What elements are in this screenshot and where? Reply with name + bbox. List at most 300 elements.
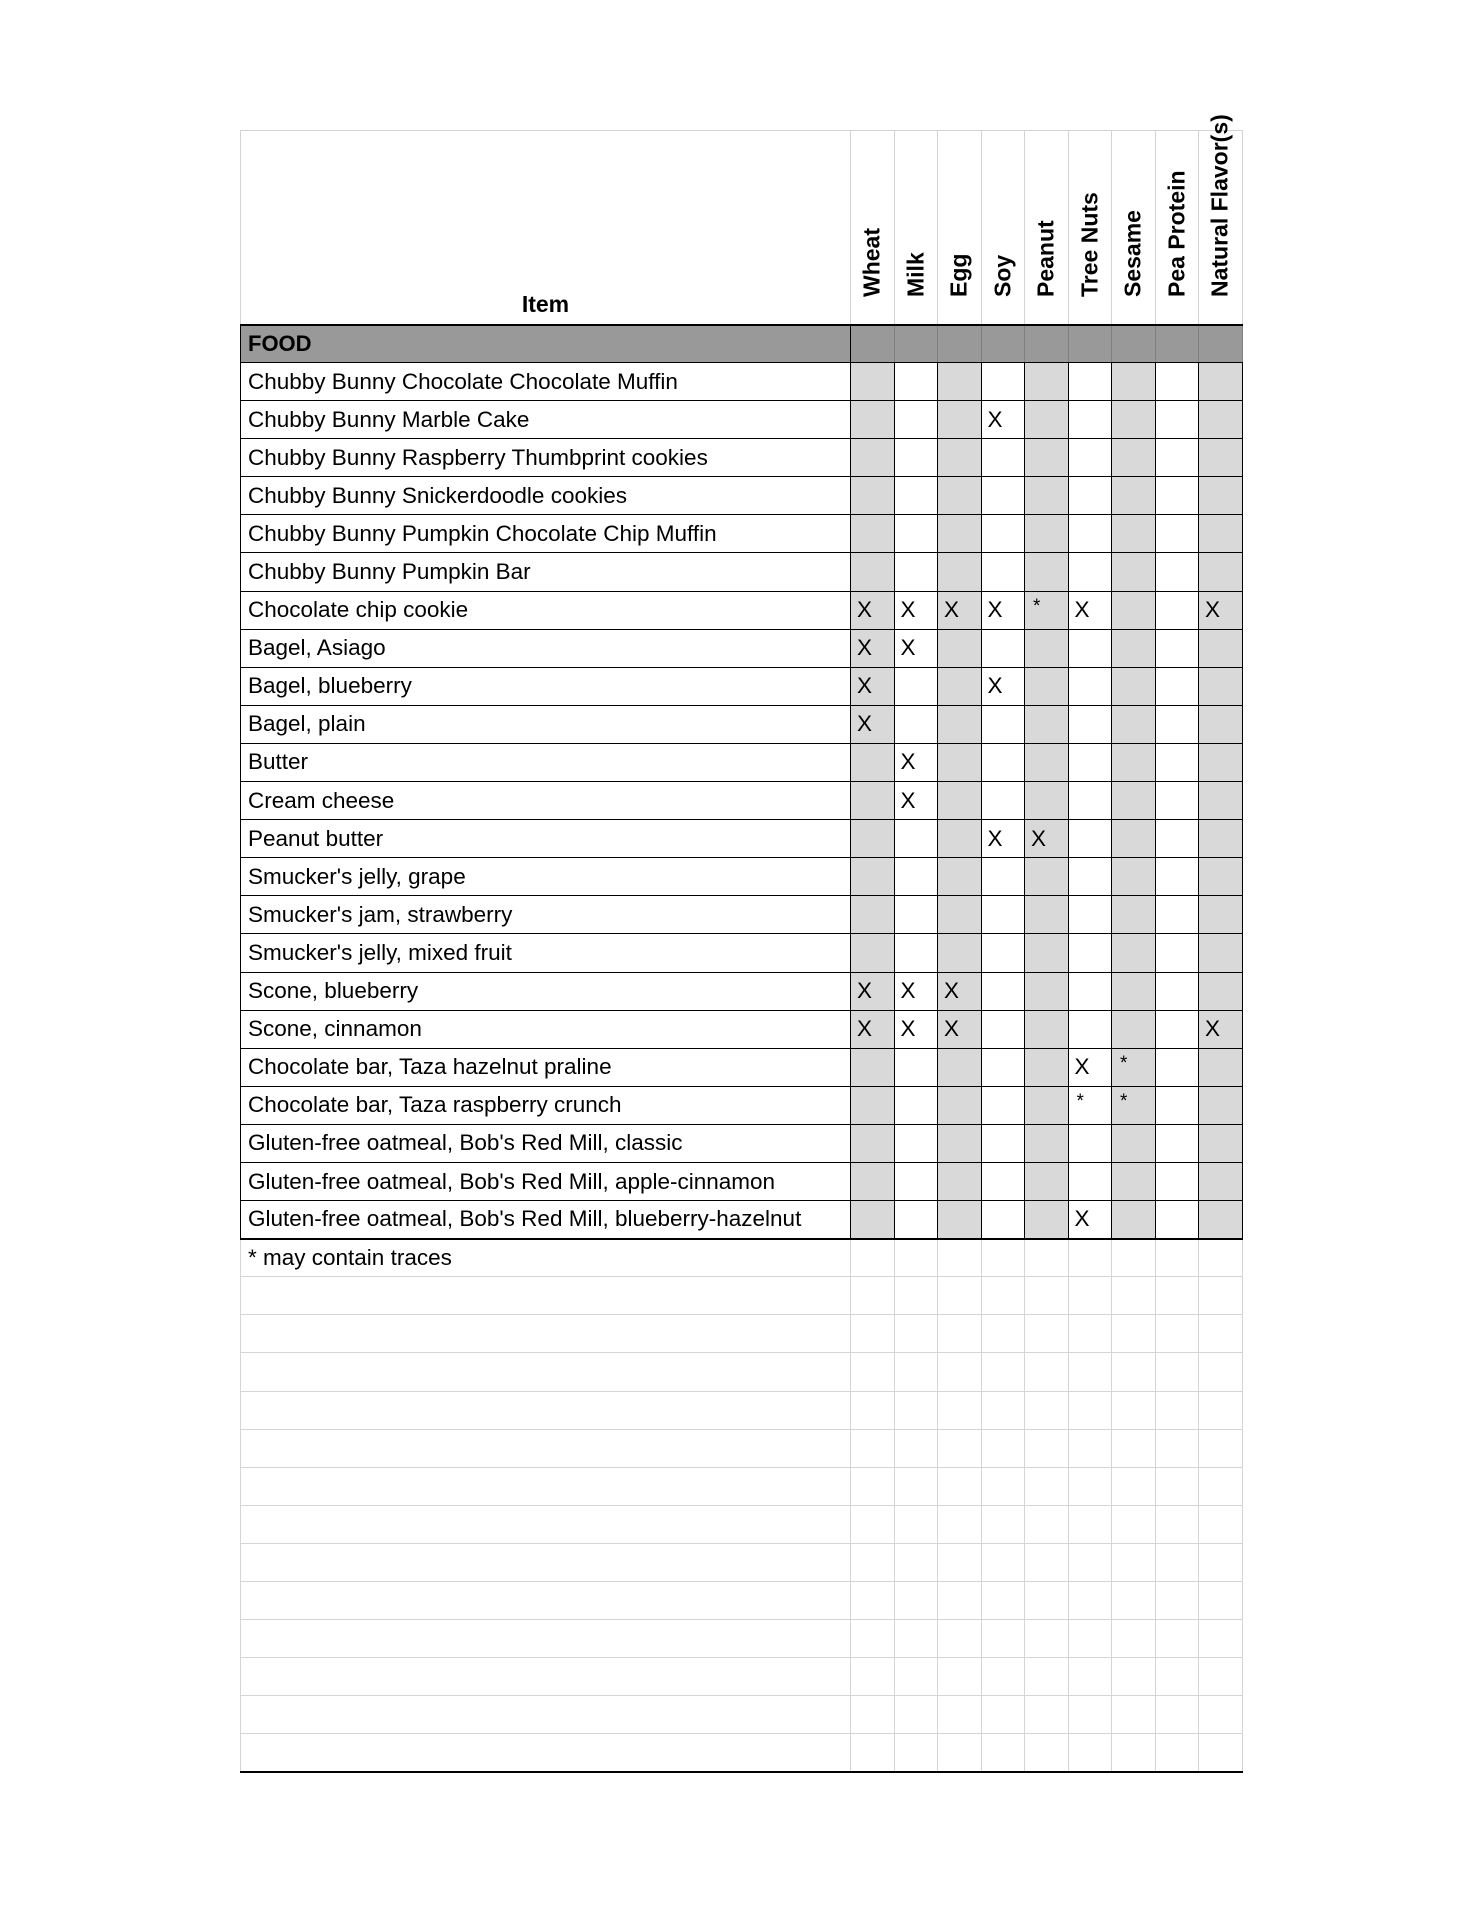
allergen-cell: [1112, 1086, 1156, 1124]
allergen-cell: [938, 591, 982, 629]
allergen-cell: [981, 553, 1025, 591]
table-row: [241, 934, 1243, 972]
allergen-cell: [981, 439, 1025, 477]
contains-mark: X: [987, 597, 1003, 623]
table-row: [241, 743, 1243, 781]
allergen-cell: [1199, 1201, 1243, 1239]
allergen-cell: [938, 515, 982, 553]
allergen-cell: [1155, 363, 1199, 401]
allergen-cell: [851, 1162, 895, 1200]
allergen-cell: [1068, 934, 1112, 972]
allergen-cell: [894, 896, 938, 934]
allergen-cell: [1068, 1201, 1112, 1239]
allergen-cell: [981, 1010, 1025, 1048]
allergen-cell: [981, 1162, 1025, 1200]
table-row: [241, 705, 1243, 743]
allergen-cell: [1068, 1048, 1112, 1086]
allergen-cell: [894, 1048, 938, 1086]
allergen-cell: [1112, 1201, 1156, 1239]
allergen-cell: [1155, 591, 1199, 629]
item-name: Chubby Bunny Snickerdoodle cookies: [241, 477, 851, 515]
allergen-cell: [981, 515, 1025, 553]
allergen-cell: [851, 1048, 895, 1086]
allergen-cell: [1155, 896, 1199, 934]
contains-mark: X: [1205, 1016, 1221, 1042]
allergen-cell: [1068, 515, 1112, 553]
allergen-cell: [1199, 1086, 1243, 1124]
allergen-cell: [894, 515, 938, 553]
item-name: Cream cheese: [241, 782, 851, 820]
allergen-cell: [1068, 705, 1112, 743]
allergen-cell: [1112, 934, 1156, 972]
allergen-cell: [851, 667, 895, 705]
item-name: Scone, blueberry: [241, 972, 851, 1010]
contains-mark: X: [944, 597, 960, 623]
allergen-header-milk: [894, 131, 938, 325]
allergen-cell: [1025, 743, 1069, 781]
section-row: [241, 325, 1243, 363]
allergen-cell: [894, 1124, 938, 1162]
allergen-cell: [894, 667, 938, 705]
allergen-cell: [851, 477, 895, 515]
allergen-cell: [1068, 363, 1112, 401]
contains-mark: X: [987, 825, 1003, 851]
allergen-cell: [1068, 896, 1112, 934]
allergen-cell: [851, 1124, 895, 1162]
allergen-cell: [1199, 363, 1243, 401]
footnote: * may contain traces: [241, 1239, 851, 1277]
allergen-cell: [851, 629, 895, 667]
allergen-cell: [1025, 896, 1069, 934]
allergen-cell: [981, 896, 1025, 934]
allergen-cell: [1025, 1010, 1069, 1048]
allergen-cell: [1155, 477, 1199, 515]
contains-mark: X: [1074, 597, 1090, 623]
item-name: Smucker's jam, strawberry: [241, 896, 851, 934]
allergen-cell: [1025, 1124, 1069, 1162]
allergen-cell: [851, 705, 895, 743]
empty-row: [241, 1658, 1243, 1696]
allergen-cell: [1199, 743, 1243, 781]
allergen-cell: [938, 705, 982, 743]
table-row: [241, 591, 1243, 629]
allergen-header-soy: [981, 131, 1025, 325]
table-row: [241, 972, 1243, 1010]
allergen-cell: [1068, 858, 1112, 896]
header-row: [241, 131, 1243, 325]
contains-mark: X: [900, 749, 916, 775]
item-name: Chubby Bunny Pumpkin Bar: [241, 553, 851, 591]
allergen-cell: [1199, 401, 1243, 439]
table-row: [241, 477, 1243, 515]
allergen-cell: [1155, 1048, 1199, 1086]
allergen-cell: [938, 972, 982, 1010]
allergen-cell: [1068, 782, 1112, 820]
footnote-row: [241, 1239, 1243, 1277]
allergen-cell: [1112, 858, 1156, 896]
contains-mark: X: [857, 673, 873, 699]
allergen-cell: [1025, 1201, 1069, 1239]
contains-mark: X: [857, 1016, 873, 1042]
allergen-cell: [1155, 705, 1199, 743]
allergen-header-tree-nuts: [1068, 131, 1112, 325]
allergen-header-label: Tree Nuts: [1076, 191, 1103, 297]
allergen-cell: [1155, 439, 1199, 477]
item-name: Scone, cinnamon: [241, 1010, 851, 1048]
allergen-cell: [1068, 553, 1112, 591]
table-row: [241, 1201, 1243, 1239]
item-name: Chubby Bunny Pumpkin Chocolate Chip Muffin: [241, 515, 851, 553]
empty-row: [241, 1353, 1243, 1391]
allergen-cell: [981, 705, 1025, 743]
empty-row: [241, 1505, 1243, 1543]
allergen-cell: [851, 782, 895, 820]
allergen-cell: [851, 896, 895, 934]
allergen-cell: [1112, 1124, 1156, 1162]
allergen-cell: [981, 667, 1025, 705]
allergen-cell: [894, 401, 938, 439]
allergen-cell: [1199, 667, 1243, 705]
empty-row: [241, 1543, 1243, 1581]
section-label: FOOD: [241, 325, 851, 363]
allergen-cell: [1068, 439, 1112, 477]
table-row: [241, 1010, 1243, 1048]
allergen-cell: [1112, 782, 1156, 820]
allergen-cell: [1155, 1201, 1199, 1239]
item-name: Smucker's jelly, mixed fruit: [241, 934, 851, 972]
allergen-header-egg: [938, 131, 982, 325]
allergen-header-wheat: [851, 131, 895, 325]
allergen-cell: [981, 820, 1025, 858]
allergen-cell: [1025, 1086, 1069, 1124]
allergen-cell: [938, 934, 982, 972]
allergen-cell: [1112, 705, 1156, 743]
allergen-cell: [981, 363, 1025, 401]
allergen-cell: [1112, 1162, 1156, 1200]
allergen-cell: [938, 743, 982, 781]
allergen-cell: [1068, 820, 1112, 858]
allergen-cell: [1112, 1010, 1156, 1048]
allergen-header-natural-flavors: [1199, 113, 1243, 325]
allergen-cell: [1155, 782, 1199, 820]
allergen-cell: [981, 1201, 1025, 1239]
allergen-header-peanut: [1025, 131, 1069, 325]
allergen-cell: [1199, 591, 1243, 629]
allergen-cell: [894, 972, 938, 1010]
allergen-cell: [894, 1086, 938, 1124]
allergen-cell: [1025, 363, 1069, 401]
item-name: Gluten-free oatmeal, Bob's Red Mill, classic: [241, 1124, 851, 1162]
allergen-cell: [1112, 820, 1156, 858]
table-row: [241, 401, 1243, 439]
allergen-cell: [1025, 705, 1069, 743]
allergen-cell: [938, 401, 982, 439]
contains-mark: X: [900, 597, 916, 623]
contains-mark: X: [1031, 825, 1047, 851]
allergen-header-label: Egg: [945, 253, 972, 297]
allergen-header-label: Peanut: [1032, 219, 1059, 297]
allergen-cell: [938, 782, 982, 820]
allergen-cell: [981, 934, 1025, 972]
allergen-cell: [1112, 743, 1156, 781]
allergen-cell: [851, 439, 895, 477]
empty-row: [241, 1582, 1243, 1620]
allergen-cell: [981, 401, 1025, 439]
allergen-cell: [1025, 439, 1069, 477]
allergen-cell: [1199, 515, 1243, 553]
table-row: [241, 1086, 1243, 1124]
allergen-cell: [1112, 515, 1156, 553]
allergen-cell: [1068, 477, 1112, 515]
allergen-cell: [981, 782, 1025, 820]
allergen-cell: [1155, 1162, 1199, 1200]
contains-mark: X: [987, 406, 1003, 432]
allergen-cell: [1199, 782, 1243, 820]
trace-mark: *: [1120, 1091, 1128, 1113]
allergen-cell: [1155, 858, 1199, 896]
empty-row: [241, 1734, 1243, 1772]
allergen-cell: [1112, 477, 1156, 515]
table-row: [241, 782, 1243, 820]
allergen-cell: [851, 972, 895, 1010]
allergen-header-label: Soy: [989, 254, 1016, 297]
trace-mark: *: [1076, 1091, 1084, 1113]
allergen-header-sesame: [1112, 131, 1156, 325]
empty-row: [241, 1277, 1243, 1315]
allergen-cell: [851, 858, 895, 896]
allergen-cell: [894, 858, 938, 896]
allergen-cell: [1112, 401, 1156, 439]
allergen-cell: [938, 858, 982, 896]
allergen-cell: [1112, 439, 1156, 477]
allergen-cell: [981, 743, 1025, 781]
item-column-header: Item: [241, 131, 851, 325]
allergen-cell: [1025, 515, 1069, 553]
allergen-cell: [1155, 934, 1199, 972]
allergen-cell: [938, 629, 982, 667]
allergen-cell: [1199, 972, 1243, 1010]
table-row: [241, 858, 1243, 896]
item-name: Chocolate chip cookie: [241, 591, 851, 629]
allergen-cell: [1199, 1162, 1243, 1200]
table-row: [241, 553, 1243, 591]
item-name: Chocolate bar, Taza raspberry crunch: [241, 1086, 851, 1124]
allergen-cell: [1199, 705, 1243, 743]
allergen-cell: [1025, 401, 1069, 439]
allergen-cell: [1155, 401, 1199, 439]
allergen-cell: [894, 629, 938, 667]
contains-mark: X: [900, 635, 916, 661]
allergen-cell: [1068, 1124, 1112, 1162]
allergen-cell: [1199, 820, 1243, 858]
item-name: Butter: [241, 743, 851, 781]
table-row: [241, 515, 1243, 553]
empty-row: [241, 1429, 1243, 1467]
allergen-cell: [1025, 782, 1069, 820]
item-name: Chubby Bunny Raspberry Thumbprint cookies: [241, 439, 851, 477]
allergen-cell: [1068, 591, 1112, 629]
allergen-cell: [851, 820, 895, 858]
contains-mark: X: [1205, 597, 1221, 623]
table-row: [241, 1124, 1243, 1162]
allergen-cell: [938, 667, 982, 705]
allergen-cell: [1112, 896, 1156, 934]
allergen-cell: [981, 591, 1025, 629]
allergen-cell: [1025, 591, 1069, 629]
allergen-cell: [981, 477, 1025, 515]
allergen-cell: [894, 553, 938, 591]
trace-mark: *: [1033, 596, 1041, 618]
allergen-cell: [938, 1201, 982, 1239]
allergen-cell: [1068, 667, 1112, 705]
contains-mark: X: [944, 1016, 960, 1042]
table-row: [241, 363, 1243, 401]
allergen-cell: [1025, 858, 1069, 896]
contains-mark: X: [857, 978, 873, 1004]
allergen-cell: [938, 820, 982, 858]
allergen-cell: [851, 743, 895, 781]
contains-mark: X: [1074, 1206, 1090, 1232]
allergen-cell: [938, 1124, 982, 1162]
allergen-cell: [938, 439, 982, 477]
allergen-cell: [1068, 401, 1112, 439]
allergen-cell: [1199, 896, 1243, 934]
contains-mark: X: [944, 978, 960, 1004]
allergen-cell: [1155, 972, 1199, 1010]
item-name: Gluten-free oatmeal, Bob's Red Mill, blueberry-hazelnut: [241, 1201, 851, 1239]
allergen-cell: [894, 705, 938, 743]
table-row: [241, 629, 1243, 667]
allergen-cell: [1112, 667, 1156, 705]
item-name: Bagel, Asiago: [241, 629, 851, 667]
item-name: Chubby Bunny Marble Cake: [241, 401, 851, 439]
allergen-cell: [1199, 477, 1243, 515]
allergen-cell: [1025, 477, 1069, 515]
allergen-cell: [894, 820, 938, 858]
allergen-cell: [851, 515, 895, 553]
allergen-cell: [981, 1124, 1025, 1162]
allergen-cell: [938, 896, 982, 934]
allergen-cell: [1068, 1086, 1112, 1124]
allergen-cell: [1025, 820, 1069, 858]
allergen-cell: [938, 1162, 982, 1200]
allergen-cell: [1199, 1048, 1243, 1086]
allergen-cell: [851, 1201, 895, 1239]
allergen-cell: [851, 591, 895, 629]
allergen-cell: [1112, 363, 1156, 401]
allergen-cell: [938, 363, 982, 401]
item-name: Chocolate bar, Taza hazelnut praline: [241, 1048, 851, 1086]
allergen-cell: [1199, 1010, 1243, 1048]
allergen-cell: [1155, 820, 1199, 858]
allergen-cell: [1025, 934, 1069, 972]
allergen-cell: [1199, 858, 1243, 896]
allergen-header-label: Wheat: [858, 227, 885, 297]
allergen-cell: [1025, 553, 1069, 591]
trace-mark: *: [1120, 1053, 1128, 1075]
allergen-cell: [1155, 1010, 1199, 1048]
allergen-cell: [1199, 1124, 1243, 1162]
allergen-cell: [938, 553, 982, 591]
allergen-cell: [1155, 515, 1199, 553]
allergen-cell: [981, 972, 1025, 1010]
allergen-cell: [851, 553, 895, 591]
allergen-cell: [1155, 1086, 1199, 1124]
allergen-cell: [894, 782, 938, 820]
allergen-cell: [1155, 629, 1199, 667]
allergen-cell: [894, 1162, 938, 1200]
allergen-cell: [894, 477, 938, 515]
allergen-cell: [1199, 553, 1243, 591]
allergen-cell: [981, 1048, 1025, 1086]
allergen-cell: [981, 629, 1025, 667]
item-name: Smucker's jelly, grape: [241, 858, 851, 896]
allergen-cell: [981, 858, 1025, 896]
allergen-cell: [894, 1010, 938, 1048]
empty-row: [241, 1315, 1243, 1353]
empty-row: [241, 1467, 1243, 1505]
allergen-cell: [894, 934, 938, 972]
allergen-cell: [1025, 667, 1069, 705]
empty-row: [241, 1696, 1243, 1734]
allergen-cell: [894, 591, 938, 629]
allergen-cell: [851, 363, 895, 401]
contains-mark: X: [1074, 1054, 1090, 1080]
table-row: [241, 1162, 1243, 1200]
allergen-cell: [1155, 1124, 1199, 1162]
allergen-cell: [894, 1201, 938, 1239]
allergen-cell: [1199, 439, 1243, 477]
allergen-cell: [851, 934, 895, 972]
table-row: [241, 820, 1243, 858]
allergen-cell: [1199, 934, 1243, 972]
item-name: Peanut butter: [241, 820, 851, 858]
allergen-header-label: Natural Flavor(s): [1206, 113, 1233, 297]
empty-row: [241, 1391, 1243, 1429]
allergen-cell: [1112, 553, 1156, 591]
item-name: Gluten-free oatmeal, Bob's Red Mill, apple-cinnamon: [241, 1162, 851, 1200]
allergen-header-pea-protein: [1155, 131, 1199, 325]
allergen-cell: [938, 1048, 982, 1086]
allergen-cell: [1025, 629, 1069, 667]
contains-mark: X: [857, 597, 873, 623]
contains-mark: X: [857, 635, 873, 661]
table-row: [241, 667, 1243, 705]
allergen-header-label: Milk: [902, 251, 929, 297]
allergen-cell: [1068, 972, 1112, 1010]
allergen-cell: [851, 1086, 895, 1124]
contains-mark: X: [857, 711, 873, 737]
allergen-cell: [1025, 1048, 1069, 1086]
allergen-cell: [1025, 972, 1069, 1010]
allergen-cell: [1155, 743, 1199, 781]
empty-row: [241, 1620, 1243, 1658]
contains-mark: X: [900, 978, 916, 1004]
allergen-cell: [938, 1086, 982, 1124]
allergen-cell: [894, 363, 938, 401]
allergen-cell: [1068, 743, 1112, 781]
allergen-cell: [938, 1010, 982, 1048]
contains-mark: X: [987, 673, 1003, 699]
allergen-cell: [851, 1010, 895, 1048]
allergen-cell: [1025, 1162, 1069, 1200]
table-row: [241, 896, 1243, 934]
allergen-cell: [1112, 1048, 1156, 1086]
allergen-cell: [1068, 1162, 1112, 1200]
item-name: Bagel, plain: [241, 705, 851, 743]
item-name: Chubby Bunny Chocolate Chocolate Muffin: [241, 363, 851, 401]
allergen-table: [240, 113, 1243, 1773]
